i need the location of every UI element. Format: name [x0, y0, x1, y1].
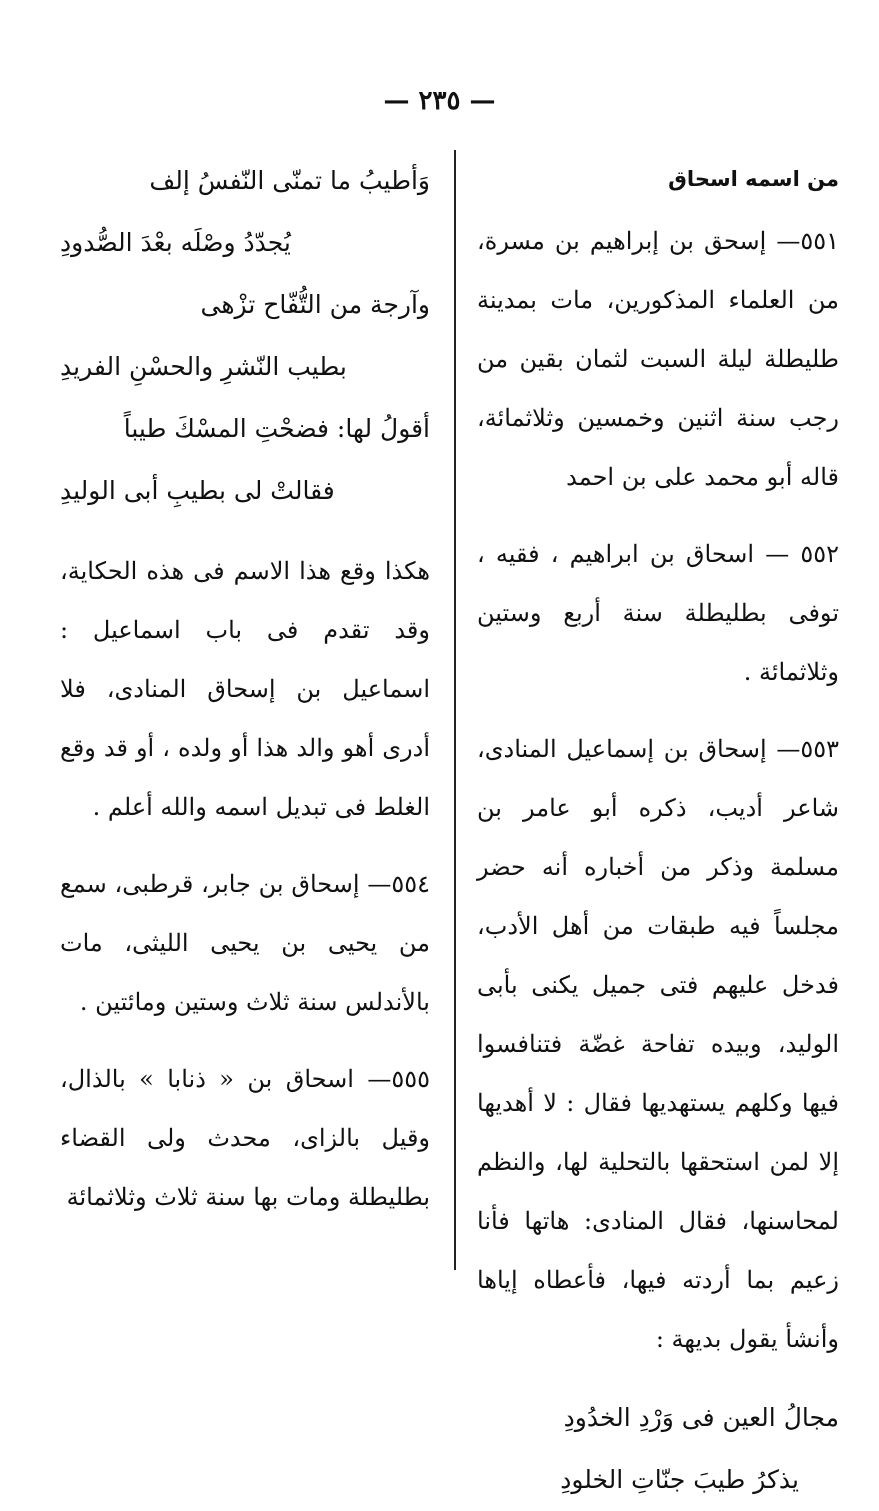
entry-554: ٥٥٤— إسحاق بن جابر، قرطبى، سمع من يحيى بن يحيى الليثى، مات بالأندلس سنة ثلاث وستين ومائتين . — [60, 870, 430, 1016]
verse-line: وَأطيبُ ما تمنّى النّفسُ إلف — [149, 166, 430, 195]
section-heading: من اسمه اسحاق — [668, 167, 839, 191]
page-number: — ٢٣٥ — — [383, 86, 496, 116]
verse-line: فقالتْ لى بطيبِ أبى الوليدِ — [60, 476, 335, 505]
right-column — [477, 150, 839, 1511]
verse-line: أقولُ لها: فضحْتِ المسْكَ طيباً — [123, 414, 430, 443]
entry-555: ٥٥٥— اسحاق بن « ذنابا » بالذال، وقيل بالزاى، محدث ولى القضاء بطليطلة ومات بها سنة ثلاث وثلاثمائة — [60, 1065, 430, 1211]
entry-551: ٥٥١— إسحق بن إبراهيم بن مسرة، من العلماء المذكورين، مات بمدينة طليطلة ليلة السبت لثمان بقين من رجب سنة اثنين وخمسين وثلاثمائة، قاله أبو محمد على بن احمد — [477, 227, 839, 491]
editorial-note: هكذا وقع هذا الاسم فى هذه الحكاية، وقد تقدم فى باب اسماعيل : اسماعيل بن إسحاق المنادى، فلا أدرى أهو والد هذا أو ولده ، أو قد وقع الغلط فى تبديل اسمه والله أعلم . — [60, 557, 430, 821]
verse-line: وآرجة من التُّفّاح تزْهى — [200, 290, 430, 319]
entry-552: ٥٥٢ — اسحاق بن ابراهيم ، فقيه ، توفى بطليطلة سنة أربع وستين وثلاثمائة . — [477, 540, 839, 686]
column-divider — [454, 150, 456, 1270]
verse-line: مجالُ العين فى وَرْدِ الخدُودِ — [563, 1403, 839, 1432]
left-column — [60, 150, 430, 1245]
entry-553: ٥٥٣— إسحاق بن إسماعيل المنادى، شاعر أديب، ذكره أبو عامر بن مسلمة وذكر من أخباره أنه حضر مجلساً فيه طبقات من أهل الأدب، فدخل عليهم فتى جميل يكنى بأبى الوليد، وبيده تفاحة غضّة فتنافسوا فيها وكلهم يستهديها فقال : لا أهديها إلا لمن استحقها بالتحلية لها، والنظم لمحاسنها، فقال المنادى: هاتها فأنا زعيم بما أردته فيها، فأعطاه إياها وأنشأ يقول بديهة : — [477, 735, 839, 1353]
verse-line: بطيب النّشرِ والحسْنِ الفريدِ — [60, 352, 347, 381]
spacer — [60, 522, 430, 542]
verse-line: يذكرُ طيبَ جنّاتِ الخلودِ — [560, 1465, 799, 1494]
verse-line: يُجدّدُ وصْلَه بعْدَ الصُّدودِ — [60, 228, 291, 257]
